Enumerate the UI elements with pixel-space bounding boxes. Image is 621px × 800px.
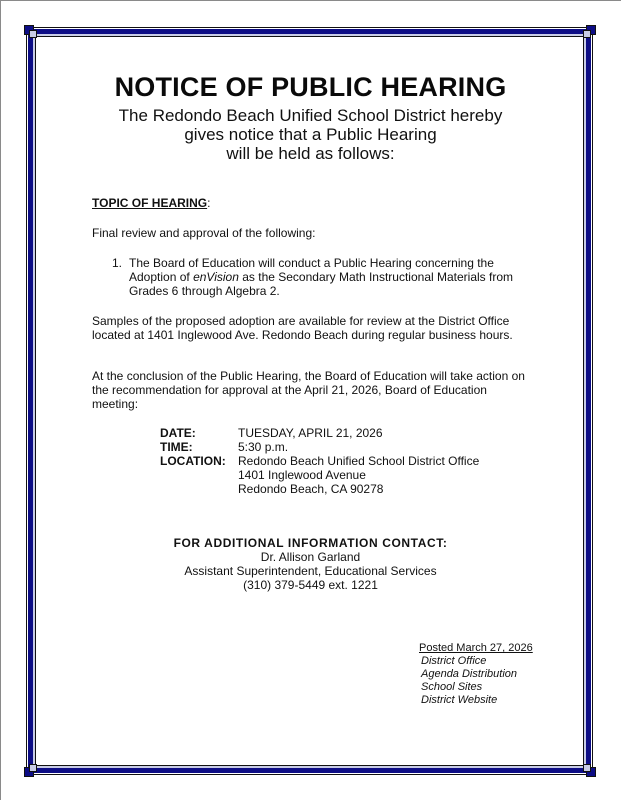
posted-date: Posted March 27, 2026 bbox=[419, 642, 533, 654]
contact-role: Assistant Superintendent, Educational Services bbox=[184, 564, 437, 578]
posted-location: Agenda Distribution bbox=[421, 668, 518, 680]
subtitle-line: The Redondo Beach Unified School District hereby bbox=[118, 106, 503, 125]
contact-block bbox=[0, 536, 621, 592]
product-name: enVision bbox=[193, 270, 239, 284]
subtitle-line: gives notice that a Public Hearing bbox=[184, 125, 437, 144]
topic-heading bbox=[92, 196, 210, 210]
list-item-line bbox=[129, 270, 539, 284]
list-item-number: 1. bbox=[112, 256, 123, 270]
posted-block bbox=[419, 642, 533, 707]
intro-text: Final review and approval of the following: bbox=[92, 226, 316, 240]
detail-label: LOCATION: bbox=[160, 454, 226, 468]
detail-value: 5:30 p.m. bbox=[238, 440, 289, 454]
detail-row-location bbox=[160, 454, 479, 496]
paragraph-line: Samples of the proposed adoption are available for review at the District Office bbox=[92, 314, 510, 328]
page-title: NOTICE OF PUBLIC HEARING bbox=[114, 72, 507, 102]
location-line: Redondo Beach, CA 90278 bbox=[238, 482, 384, 496]
detail-value: TUESDAY, APRIL 21, 2026 bbox=[238, 426, 383, 440]
list-item-fragment: Adoption of bbox=[129, 270, 194, 284]
posted-location: School Sites bbox=[421, 681, 483, 693]
location-line: Redondo Beach Unified School District Office bbox=[238, 454, 480, 468]
list-item-text bbox=[129, 256, 539, 298]
topic-heading-text: TOPIC OF HEARING bbox=[92, 196, 208, 210]
detail-row-date bbox=[160, 426, 479, 440]
subtitle-line: will be held as follows: bbox=[226, 144, 395, 163]
location-line: 1401 Inglewood Avenue bbox=[238, 468, 366, 482]
list-item-fragment: as the Secondary Math Instructional Materials from bbox=[238, 270, 514, 284]
paragraph-line: meeting: bbox=[92, 397, 139, 411]
paragraph-line: At the conclusion of the Public Hearing, the Board of Education will take action on bbox=[92, 369, 525, 383]
detail-value bbox=[238, 454, 479, 496]
hearing-details bbox=[160, 426, 479, 496]
conclusion-paragraph bbox=[92, 369, 542, 411]
contact-heading: FOR ADDITIONAL INFORMATION CONTACT: bbox=[173, 536, 448, 550]
detail-label: TIME: bbox=[160, 440, 193, 454]
paragraph-line: located at 1401 Inglewood Ave. Redondo Beach during regular business hours. bbox=[92, 328, 513, 342]
posted-location: District Office bbox=[421, 655, 487, 667]
posted-location: District Website bbox=[421, 694, 498, 706]
detail-row-time bbox=[160, 440, 479, 454]
list-item-line: Grades 6 through Algebra 2. bbox=[129, 284, 280, 298]
list-item-line: The Board of Education will conduct a Public Hearing concerning the bbox=[129, 256, 494, 270]
subtitle bbox=[0, 106, 621, 163]
contact-name: Dr. Allison Garland bbox=[260, 550, 361, 564]
samples-paragraph bbox=[92, 314, 542, 342]
detail-label: DATE: bbox=[160, 426, 196, 440]
topic-heading-colon: : bbox=[207, 196, 211, 210]
contact-phone: (310) 379-5449 ext. 1221 bbox=[243, 578, 378, 592]
paragraph-line: the recommendation for approval at the April 21, 2026, Board of Education bbox=[92, 383, 487, 397]
